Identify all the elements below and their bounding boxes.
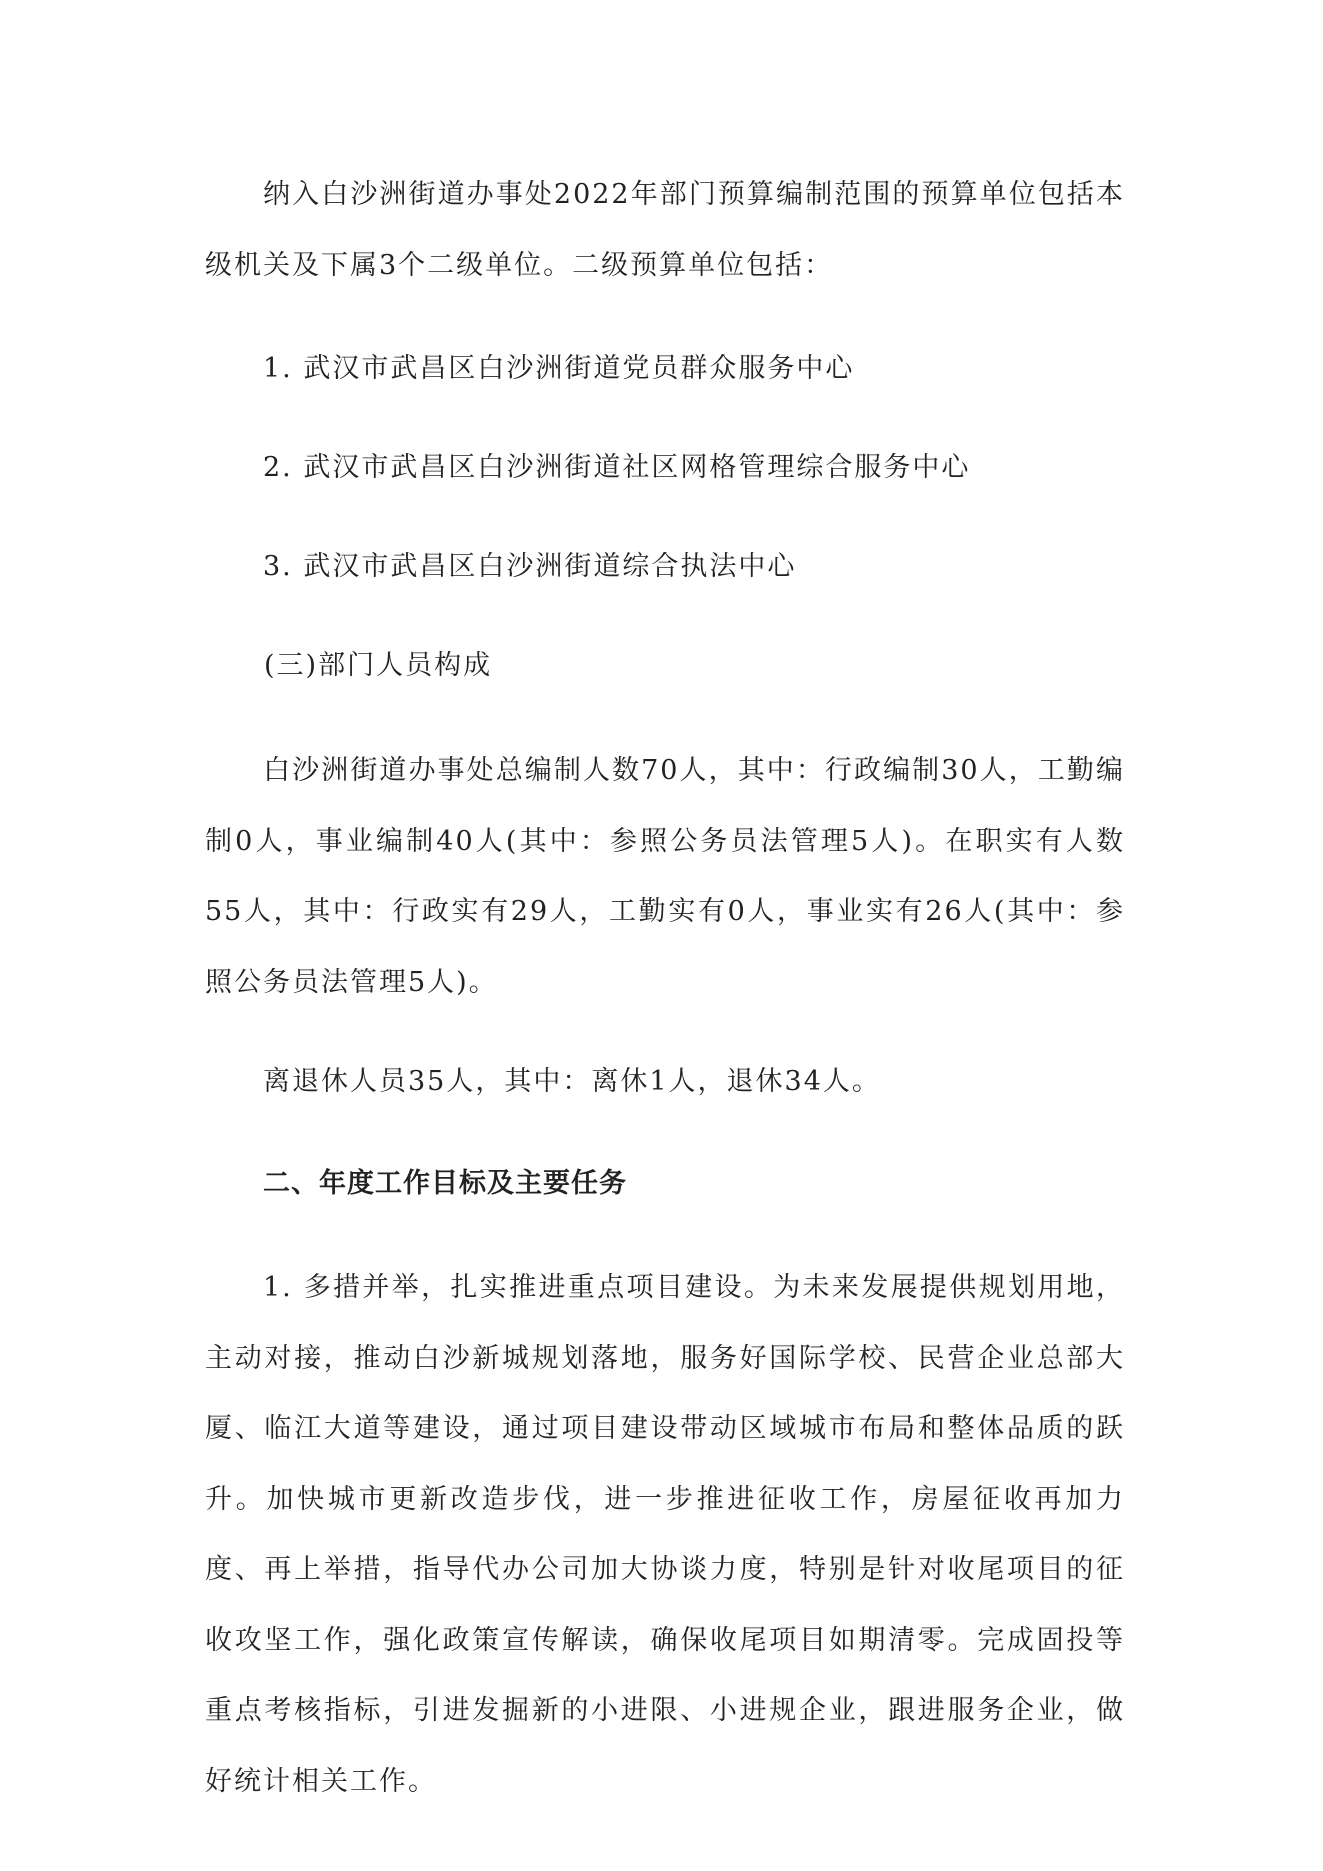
- unit-item-2: 2. 武汉市武昌区白沙洲街道社区网格管理综合服务中心: [263, 452, 971, 483]
- section-heading-goals: 二、年度工作目标及主要任务: [263, 1168, 627, 1199]
- retired-paragraph-text: 离退休人员35人，其中：离休1人，退休34人。: [263, 1066, 881, 1097]
- retired-paragraph: [205, 1047, 1125, 1118]
- unit-item-1: 1. 武汉市武昌区白沙洲街道党员群众服务中心: [263, 353, 855, 384]
- staff-paragraph: [205, 736, 1125, 1018]
- task1-paragraph: [205, 1253, 1125, 1817]
- section-title-staff: (三)部门人员构成: [264, 650, 493, 681]
- staff-paragraph-text: 白沙洲街道办事处总编制人数70人，其中：行政编制30人，工勤编制0人，事业编制40人(其中：参照公务员法管理5人)。在职实有人数55人，其中：行政实有29人，工勤实有0人，事业实有26人(其中：参照公务员法管理5人)。: [205, 755, 1125, 998]
- unit-item-3: 3. 武汉市武昌区白沙洲街道综合执法中心: [263, 551, 797, 582]
- intro-paragraph-text: 纳入白沙洲街道办事处2022年部门预算编制范围的预算单位包括本级机关及下属3个二级单位。二级预算单位包括：: [205, 179, 1125, 281]
- task1-paragraph-text: 1. 多措并举，扎实推进重点项目建设。为未来发展提供规划用地，主动对接，推动白沙新城规划落地，服务好国际学校、民营企业总部大厦、临江大道等建设，通过项目建设带动区域城市布局和整体品质的跃升。加快城市更新改造步伐，进一步推进征收工作，房屋征收再加力度、再上举措，指导代办公司加大协谈力度，特别是针对收尾项目的征收攻坚工作，强化政策宣传解读，确保收尾项目如期清零。完成固投等重点考核指标，引进发掘新的小进限、小进规企业，跟进服务企业，做好统计相关工作。: [205, 1272, 1125, 1797]
- intro-paragraph: [205, 160, 1125, 301]
